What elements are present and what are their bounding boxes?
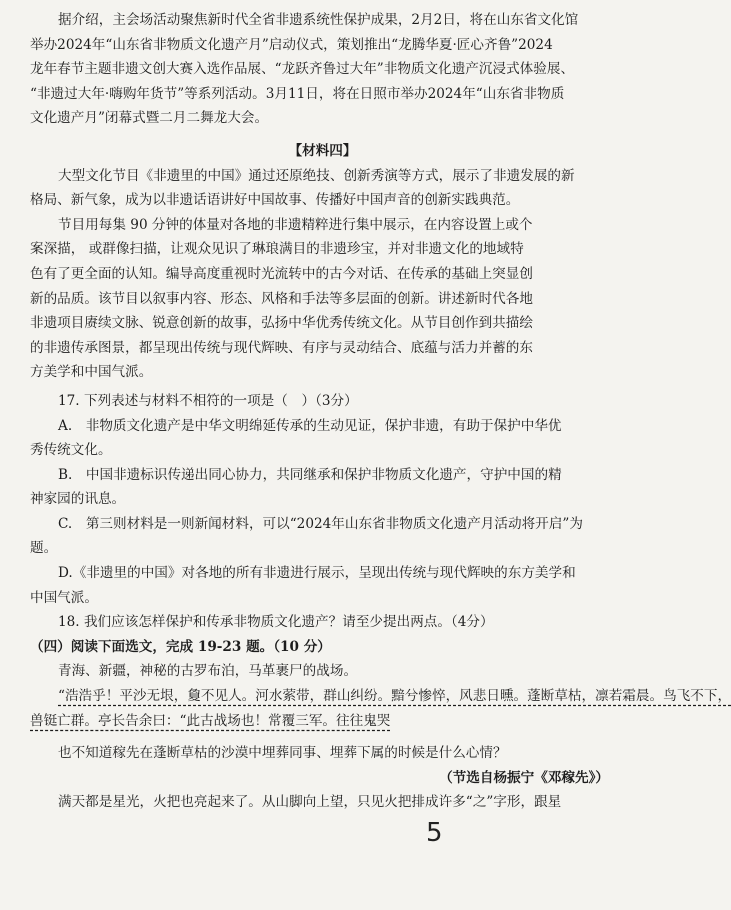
text-line: 举办2024年“山东省非物质文化遗产月”启动仪式，策划推出“龙腾华夏·匠心齐鲁”2024 <box>30 36 553 53</box>
material4-paragraph-2 <box>30 213 615 385</box>
text-line: 青海、新疆，神秘的古罗布泊，马革裹尸的战场。 <box>58 663 358 680</box>
quote-line: “浩浩乎！平沙无垠，敻不见人。河水萦带，群山纠纷。黯兮惨悴，风悲日曛。蓬断草枯，凛若霜晨。鸟飞不下， <box>58 688 731 705</box>
reading-passage <box>30 659 731 815</box>
passage-source: （节选自杨振宁《邓稼先》） <box>439 769 609 786</box>
option-b <box>30 463 615 512</box>
option-text: A. 非物质文化遗产是中华文明绵延传承的生动见证，保护非遗，有助于保护中华优 <box>58 417 562 434</box>
option-c <box>30 512 615 561</box>
text-line: 色有了更全面的认知。编导高度重视时光流转中的古今对话、在传承的基础上突显创 <box>30 265 533 282</box>
text-line: 大型文化节目《非遗里的中国》通过还原绝技、创新秀演等方式，展示了非遗发展的新 <box>58 167 575 184</box>
option-d <box>30 561 615 610</box>
text-line: “非遗过大年·嗨购年货节”等系列活动。3月11日，将在日照市举办2024年“山东省非物质 <box>30 85 565 102</box>
option-text: 题。 <box>30 540 58 557</box>
option-text: D.《非遗里的中国》对各地的所有非遗进行展示，呈现出传统与现代辉映的东方美学和 <box>58 565 576 582</box>
question-18: 18. 我们应该怎样保护和传承非物质文化遗产？请至少提出两点。（4分） <box>58 614 494 631</box>
text-line: 龙年春节主题非遗文创大赛入选作品展、“龙跃齐鲁过大年”非物质文化遗产沉浸式体验展、 <box>30 61 575 78</box>
text-line: 方美学和中国气派。 <box>30 364 153 381</box>
text-line: 满天都是星光，火把也亮起来了。从山脚向上望，只见火把排成许多“之”字形，跟星 <box>58 794 562 811</box>
option-text: 中国气派。 <box>30 589 98 606</box>
option-text: 秀传统文化。 <box>30 442 112 459</box>
text-line: 的非遗传承图景，都呈现出传统与现代辉映、有序与灵动结合、底蕴与活力并蓄的东 <box>30 339 533 356</box>
text-line: 节目用每集 90 分钟的体量对各地的非遗精粹进行集中展示，在内容设置上或个 <box>58 216 533 233</box>
material4-heading: 【材料四】 <box>288 142 357 159</box>
text-line: 案深描， 或群像扫描，让观众见识了琳琅满目的非遗珍宝，并对非遗文化的地域特 <box>30 241 524 258</box>
text-line: 新的品质。该节目以叙事内容、形态、风格和手法等多层面的创新。讲述新时代各地 <box>30 290 533 307</box>
text-line: 也不知道稼先在蓬断草枯的沙漠中埋葬同事、埋葬下属的时候是什么心情？ <box>58 745 507 762</box>
page-number: 5 <box>426 818 443 848</box>
quote-line: 兽铤亡群。亭长告余曰：“此古战场也！常覆三军。往往鬼哭 <box>30 712 391 729</box>
option-text: B. 中国非遗标识传递出同心协力，共同继承和保护非物质文化遗产，守护中国的精 <box>58 466 562 483</box>
text-line: 格局、新气象，成为以非遗话语讲好中国故事、传播好中国声音的创新实践典范。 <box>30 192 520 209</box>
question-17: 17. 下列表述与材料不相符的一项是（ ）（3分） <box>58 392 358 409</box>
option-text: C. 第三则材料是一则新闻材料，可以“2024年山东省非物质文化遗产月活动将开启”为 <box>58 515 583 532</box>
text-line: 非遗项目赓续文脉、锐意创新的故事，弘扬中华优秀传统文化。从节目创作到共描绘 <box>30 315 533 332</box>
material4-paragraph-1 <box>30 164 615 213</box>
section-4-heading: （四）阅读下面选文，完成 19-23 题。（10 分） <box>30 638 331 655</box>
option-text: 神家园的讯息。 <box>30 491 126 508</box>
paragraph-intro <box>30 8 615 131</box>
option-a <box>30 414 615 463</box>
text-line: 据介绍，主会场活动聚焦新时代全省非遗系统性保护成果，2月2日，将在山东省文化馆 <box>58 12 579 28</box>
text-line: 文化遗产月”闭幕式暨二月二舞龙大会。 <box>30 110 269 127</box>
